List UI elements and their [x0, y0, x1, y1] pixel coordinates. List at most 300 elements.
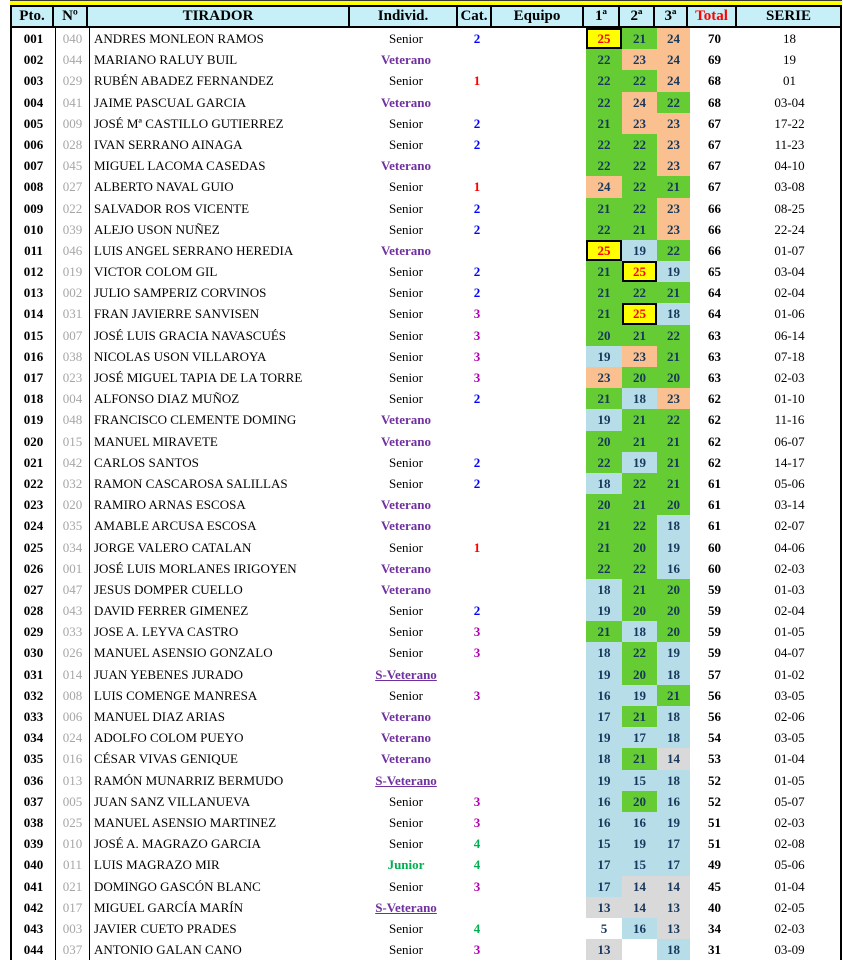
table-row	[12, 600, 842, 621]
score2-cell: 16	[622, 918, 657, 939]
equipo-cell	[494, 833, 586, 854]
num-cell: 017	[56, 897, 90, 918]
total-cell: 63	[708, 348, 721, 364]
total-cell: 60	[708, 560, 721, 576]
table-row	[12, 367, 842, 388]
equipo-cell	[494, 282, 586, 303]
equipo-cell	[494, 198, 586, 219]
num-cell: 035	[56, 515, 90, 536]
individ-cell: Senior	[389, 31, 423, 46]
table-row	[12, 113, 842, 134]
pto-cell: 030	[12, 642, 56, 663]
cat-cell: 3	[473, 348, 481, 364]
individ-cell: Senior	[389, 942, 423, 958]
score3-cell: 21	[657, 685, 690, 706]
equipo-cell	[494, 452, 586, 473]
score2-cell: 24	[622, 92, 657, 113]
score3-cell: 24	[657, 28, 690, 49]
score2-cell: 20	[622, 367, 657, 388]
total-cell: 66	[708, 242, 721, 258]
score3-cell: 18	[657, 515, 690, 536]
total-cell: 56	[708, 687, 721, 703]
score1-cell: 19	[586, 664, 622, 685]
total-cell: 66	[708, 200, 721, 216]
name-cell: LUIS ANGEL SERRANO HEREDIA	[94, 242, 294, 258]
score1-cell: 25	[586, 240, 622, 261]
name-cell: DAVID FERRER GIMENEZ	[94, 603, 249, 619]
cat-cell	[460, 558, 494, 579]
score2-cell: 21	[622, 494, 657, 515]
pto-cell: 031	[12, 664, 56, 685]
score2-cell: 20	[622, 791, 657, 812]
score1-cell: 17	[586, 706, 622, 727]
num-cell: 009	[56, 113, 90, 134]
total-cell: 61	[708, 475, 721, 491]
total-cell: 49	[708, 857, 721, 873]
score1-cell: 18	[586, 748, 622, 769]
header-s1: 1ª	[584, 7, 620, 26]
num-cell: 010	[56, 833, 90, 854]
name-cell: DOMINGO GASCÓN BLANC	[94, 878, 261, 894]
name-cell: JAVIER CUETO PRADES	[94, 920, 237, 936]
pto-cell: 011	[12, 240, 56, 261]
score2-cell: 20	[622, 600, 657, 621]
name-cell: RAMIRO ARNAS ESCOSA	[94, 497, 246, 513]
individ-cell: Senior	[389, 814, 423, 830]
score2-cell: 22	[622, 642, 657, 663]
equipo-cell	[494, 431, 586, 452]
score3-cell: 21	[657, 473, 690, 494]
individ-cell: Veterano	[380, 158, 432, 174]
equipo-cell	[494, 685, 586, 706]
name-cell: SALVADOR ROS VICENTE	[94, 200, 250, 216]
score3-cell: 18	[657, 727, 690, 748]
header-pto: Pto.	[12, 7, 54, 26]
score1-cell: 22	[586, 558, 622, 579]
cat-cell: 4	[473, 836, 481, 852]
pto-cell: 005	[12, 113, 56, 134]
total-cell: 59	[708, 581, 721, 597]
name-cell: MANUEL ASENSIO MARTINEZ	[94, 814, 277, 830]
individ-cell: Senior	[389, 793, 423, 809]
cat-cell: 2	[473, 603, 481, 619]
table-row	[12, 452, 842, 473]
num-cell: 013	[56, 770, 90, 791]
total-cell: 61	[708, 518, 721, 534]
pto-cell: 026	[12, 558, 56, 579]
score1-cell: 20	[586, 325, 622, 346]
pto-cell: 003	[12, 70, 56, 91]
pto-cell: 008	[12, 176, 56, 197]
score3-cell: 18	[657, 664, 690, 685]
total-cell: 62	[708, 412, 721, 428]
score2-cell: 21	[622, 431, 657, 452]
cat-cell: 3	[473, 814, 481, 830]
individ-cell: Veterano	[380, 518, 432, 534]
num-cell: 006	[56, 706, 90, 727]
pto-cell: 041	[12, 876, 56, 897]
serie-cell: 02-06	[739, 706, 842, 727]
score1-cell: 19	[586, 600, 622, 621]
serie-cell: 06-14	[739, 325, 842, 346]
serie-cell: 07-18	[739, 346, 842, 367]
table-row	[12, 791, 842, 812]
serie-cell: 03-09	[739, 939, 842, 960]
equipo-cell	[494, 28, 586, 49]
individ-cell: S-Veterano	[375, 666, 437, 682]
pto-cell: 015	[12, 325, 56, 346]
score3-cell: 18	[657, 939, 690, 960]
serie-cell: 22-24	[739, 219, 842, 240]
score3-cell: 22	[657, 92, 690, 113]
total-cell: 68	[708, 73, 721, 89]
score2-cell: 22	[622, 558, 657, 579]
total-cell: 69	[708, 52, 721, 68]
individ-cell: Senior	[389, 391, 423, 407]
serie-cell: 01-07	[739, 240, 842, 261]
individ-cell: Senior	[389, 878, 423, 894]
cat-cell: 2	[473, 475, 481, 491]
serie-cell: 04-06	[739, 537, 842, 558]
name-cell: CARLOS SANTOS	[94, 454, 199, 470]
total-cell: 52	[708, 772, 721, 788]
score2-cell: 19	[622, 685, 657, 706]
table-row	[12, 833, 842, 854]
score1-cell: 22	[586, 70, 622, 91]
serie-cell: 18	[739, 28, 842, 49]
table-row	[12, 261, 842, 282]
table-row	[12, 219, 842, 240]
cat-cell: 3	[473, 306, 481, 322]
serie-cell: 01	[739, 70, 842, 91]
cat-cell: 2	[473, 264, 481, 280]
pto-cell: 043	[12, 918, 56, 939]
equipo-cell	[494, 70, 586, 91]
name-cell: JOSÉ LUIS MORLANES IRIGOYEN	[94, 560, 297, 576]
pto-cell: 034	[12, 727, 56, 748]
header-equipo: Equipo	[492, 7, 584, 26]
total-cell: 59	[708, 624, 721, 640]
pto-cell: 013	[12, 282, 56, 303]
name-cell: JUAN YEBENES JURADO	[94, 666, 244, 682]
serie-cell: 02-03	[739, 918, 842, 939]
table-row	[12, 409, 842, 430]
score3-cell: 24	[657, 70, 690, 91]
name-cell: JAIME PASCUAL GARCIA	[94, 94, 247, 110]
table-row	[12, 706, 842, 727]
score2-cell: 21	[622, 748, 657, 769]
score2-cell: 22	[622, 134, 657, 155]
score2-cell: 15	[622, 854, 657, 875]
header-name: TIRADOR	[88, 7, 350, 26]
individ-cell: Veterano	[380, 560, 432, 576]
score1-cell: 19	[586, 346, 622, 367]
total-cell: 34	[708, 920, 721, 936]
table-row	[12, 494, 842, 515]
name-cell: ALFONSO DIAZ MUÑOZ	[94, 391, 240, 407]
individ-cell: Veterano	[380, 709, 432, 724]
pto-cell: 032	[12, 685, 56, 706]
serie-cell: 08-25	[739, 198, 842, 219]
total-cell: 45	[708, 878, 721, 894]
num-cell: 031	[56, 303, 90, 324]
total-cell: 62	[708, 391, 721, 407]
score1-cell: 24	[586, 176, 622, 197]
score2-cell: 16	[622, 812, 657, 833]
serie-cell: 06-07	[739, 431, 842, 452]
serie-cell: 01-10	[739, 388, 842, 409]
individ-cell: Senior	[389, 221, 423, 237]
num-cell: 046	[56, 240, 90, 261]
serie-cell: 02-03	[739, 558, 842, 579]
pto-cell: 018	[12, 388, 56, 409]
score3-cell: 18	[657, 303, 690, 324]
num-cell: 026	[56, 642, 90, 663]
num-cell: 005	[56, 791, 90, 812]
individ-cell: Senior	[389, 603, 423, 619]
equipo-cell	[494, 303, 586, 324]
name-cell: RAMÓN MUNARRIZ BERMUDO	[94, 772, 284, 788]
score3-cell: 23	[657, 388, 690, 409]
equipo-cell	[494, 621, 586, 642]
score3-cell: 20	[657, 621, 690, 642]
name-cell: IVAN SERRANO AINAGA	[94, 136, 243, 152]
table-row	[12, 49, 842, 70]
name-cell: MANUEL DIAZ ARIAS	[94, 709, 225, 724]
name-cell: JOSÉ A. MAGRAZO GARCIA	[94, 836, 261, 852]
name-cell: MARIANO RALUY BUIL	[94, 52, 238, 68]
score1-cell: 16	[586, 812, 622, 833]
num-cell: 004	[56, 388, 90, 409]
individ-cell: Senior	[389, 73, 423, 89]
pto-cell: 044	[12, 939, 56, 960]
table-row	[12, 854, 842, 875]
cat-cell: 1	[473, 73, 481, 89]
table-row	[12, 621, 842, 642]
individ-cell: Veterano	[380, 94, 432, 110]
score3-cell: 21	[657, 176, 690, 197]
serie-cell: 01-02	[739, 664, 842, 685]
score2-cell: 21	[622, 409, 657, 430]
equipo-cell	[494, 812, 586, 833]
table-row	[12, 876, 842, 897]
serie-cell: 11-16	[739, 409, 842, 430]
individ-cell: Senior	[389, 200, 423, 216]
num-cell: 021	[56, 876, 90, 897]
cat-cell: 2	[473, 221, 481, 237]
table-row	[12, 939, 842, 960]
cat-cell: 3	[473, 624, 481, 640]
name-cell: JOSÉ LUIS GRACIA NAVASCUÉS	[94, 327, 287, 343]
equipo-cell	[494, 664, 586, 685]
serie-cell: 01-06	[739, 303, 842, 324]
serie-cell: 02-03	[739, 812, 842, 833]
individ-cell: Senior	[389, 264, 423, 280]
score3-cell: 17	[657, 833, 690, 854]
num-cell: 040	[56, 28, 90, 49]
individ-cell: S-Veterano	[375, 899, 437, 915]
serie-cell: 04-10	[739, 155, 842, 176]
pto-cell: 009	[12, 198, 56, 219]
score1-cell: 16	[586, 685, 622, 706]
pto-cell: 040	[12, 854, 56, 875]
individ-cell: Senior	[389, 454, 423, 470]
header-serie: SERIE	[765, 8, 812, 24]
score3-cell: 18	[657, 770, 690, 791]
num-cell: 008	[56, 685, 90, 706]
name-cell: NICOLAS USON VILLAROYA	[94, 348, 267, 364]
table-row	[12, 579, 842, 600]
score2-cell	[622, 939, 657, 960]
name-cell: AMABLE ARCUSA ESCOSA	[94, 518, 257, 534]
equipo-cell	[494, 346, 586, 367]
name-cell: JOSÉ MIGUEL TAPIA DE LA TORRE	[94, 370, 303, 385]
total-cell: 65	[708, 264, 721, 280]
num-cell: 016	[56, 748, 90, 769]
score2-cell: 22	[622, 473, 657, 494]
name-cell: FRANCISCO CLEMENTE DOMING	[94, 412, 297, 428]
score1-cell: 19	[586, 727, 622, 748]
table-row	[12, 325, 842, 346]
total-cell: 40	[708, 899, 721, 915]
name-cell: JOSÉ Mª CASTILLO GUTIERREZ	[94, 115, 284, 131]
name-cell: RUBÉN ABADEZ FERNANDEZ	[94, 73, 274, 89]
total-cell: 67	[708, 115, 721, 131]
pto-cell: 038	[12, 812, 56, 833]
num-cell: 042	[56, 452, 90, 473]
total-cell: 64	[708, 285, 721, 301]
equipo-cell	[494, 219, 586, 240]
pto-cell: 021	[12, 452, 56, 473]
serie-cell: 01-04	[739, 748, 842, 769]
table-row	[12, 155, 842, 176]
individ-cell: Senior	[389, 306, 423, 322]
individ-cell: Senior	[389, 836, 423, 852]
score1-cell: 21	[586, 261, 622, 282]
serie-cell: 01-03	[739, 579, 842, 600]
serie-cell: 11-23	[739, 134, 842, 155]
cat-cell	[460, 92, 494, 113]
total-cell: 52	[708, 793, 721, 809]
score3-cell: 13	[657, 897, 690, 918]
serie-cell: 02-05	[739, 897, 842, 918]
num-cell: 014	[56, 664, 90, 685]
cat-cell: 3	[473, 942, 481, 958]
total-cell: 62	[708, 433, 721, 449]
pto-cell: 019	[12, 409, 56, 430]
table-row	[12, 70, 842, 91]
score1-cell: 21	[586, 282, 622, 303]
table-row	[12, 748, 842, 769]
num-cell: 022	[56, 198, 90, 219]
individ-cell: Senior	[389, 920, 423, 936]
pto-cell: 007	[12, 155, 56, 176]
total-cell: 51	[708, 836, 721, 852]
equipo-cell	[494, 600, 586, 621]
name-cell: FRAN JAVIERRE SANVISEN	[94, 306, 260, 322]
pto-cell: 001	[12, 28, 56, 49]
equipo-cell	[494, 791, 586, 812]
individ-cell: Veterano	[380, 497, 432, 513]
score1-cell: 18	[586, 579, 622, 600]
score1-cell: 22	[586, 49, 622, 70]
equipo-cell	[494, 49, 586, 70]
score1-cell: 16	[586, 791, 622, 812]
table-row	[12, 176, 842, 197]
header-s2: 2ª	[620, 7, 655, 26]
name-cell: ALBERTO NAVAL GUIO	[94, 179, 234, 195]
score1-cell: 21	[586, 537, 622, 558]
score2-cell: 21	[622, 706, 657, 727]
score3-cell: 20	[657, 600, 690, 621]
serie-cell: 03-08	[739, 176, 842, 197]
score1-cell: 21	[586, 303, 622, 324]
num-cell: 025	[56, 812, 90, 833]
individ-cell: Senior	[389, 115, 423, 131]
score3-cell: 20	[657, 494, 690, 515]
individ-cell: Senior	[389, 687, 423, 703]
serie-cell: 01-05	[739, 770, 842, 791]
individ-cell: Senior	[389, 136, 423, 152]
equipo-cell	[494, 515, 586, 536]
score3-cell: 19	[657, 261, 690, 282]
total-cell: 67	[708, 136, 721, 152]
name-cell: JULIO SAMPERIZ CORVINOS	[94, 285, 267, 301]
cat-cell	[460, 155, 494, 176]
cat-cell: 2	[473, 454, 481, 470]
score2-cell: 14	[622, 876, 657, 897]
total-cell: 57	[708, 666, 721, 682]
score1-cell: 22	[586, 452, 622, 473]
score1-cell: 20	[586, 431, 622, 452]
individ-cell: Senior	[389, 179, 423, 195]
score3-cell: 21	[657, 452, 690, 473]
serie-cell: 02-03	[739, 367, 842, 388]
name-cell: ADOLFO COLOM PUEYO	[94, 730, 244, 746]
pto-cell: 029	[12, 621, 56, 642]
equipo-cell	[494, 897, 586, 918]
serie-cell: 19	[739, 49, 842, 70]
name-cell: JUAN SANZ VILLANUEVA	[94, 793, 251, 809]
table-row	[12, 685, 842, 706]
serie-cell: 02-04	[739, 600, 842, 621]
table-row	[12, 897, 842, 918]
serie-cell: 04-07	[739, 642, 842, 663]
name-cell: RAMON CASCAROSA SALILLAS	[94, 475, 288, 491]
score2-cell: 15	[622, 770, 657, 791]
header-s3: 3ª	[655, 7, 688, 26]
num-cell: 039	[56, 219, 90, 240]
total-cell: 61	[708, 497, 721, 513]
equipo-cell	[494, 537, 586, 558]
individ-cell: Veterano	[380, 52, 432, 68]
score2-cell: 23	[622, 113, 657, 134]
pto-cell: 024	[12, 515, 56, 536]
score3-cell: 21	[657, 431, 690, 452]
score2-cell: 19	[622, 452, 657, 473]
total-cell: 63	[708, 370, 721, 385]
score1-cell: 18	[586, 473, 622, 494]
cat-cell: 2	[473, 391, 481, 407]
serie-cell: 03-05	[739, 685, 842, 706]
score3-cell: 22	[657, 409, 690, 430]
cat-cell	[460, 748, 494, 769]
total-cell: 51	[708, 814, 721, 830]
score3-cell: 22	[657, 325, 690, 346]
score2-cell: 19	[622, 240, 657, 261]
equipo-cell	[494, 134, 586, 155]
total-cell: 56	[708, 709, 721, 724]
